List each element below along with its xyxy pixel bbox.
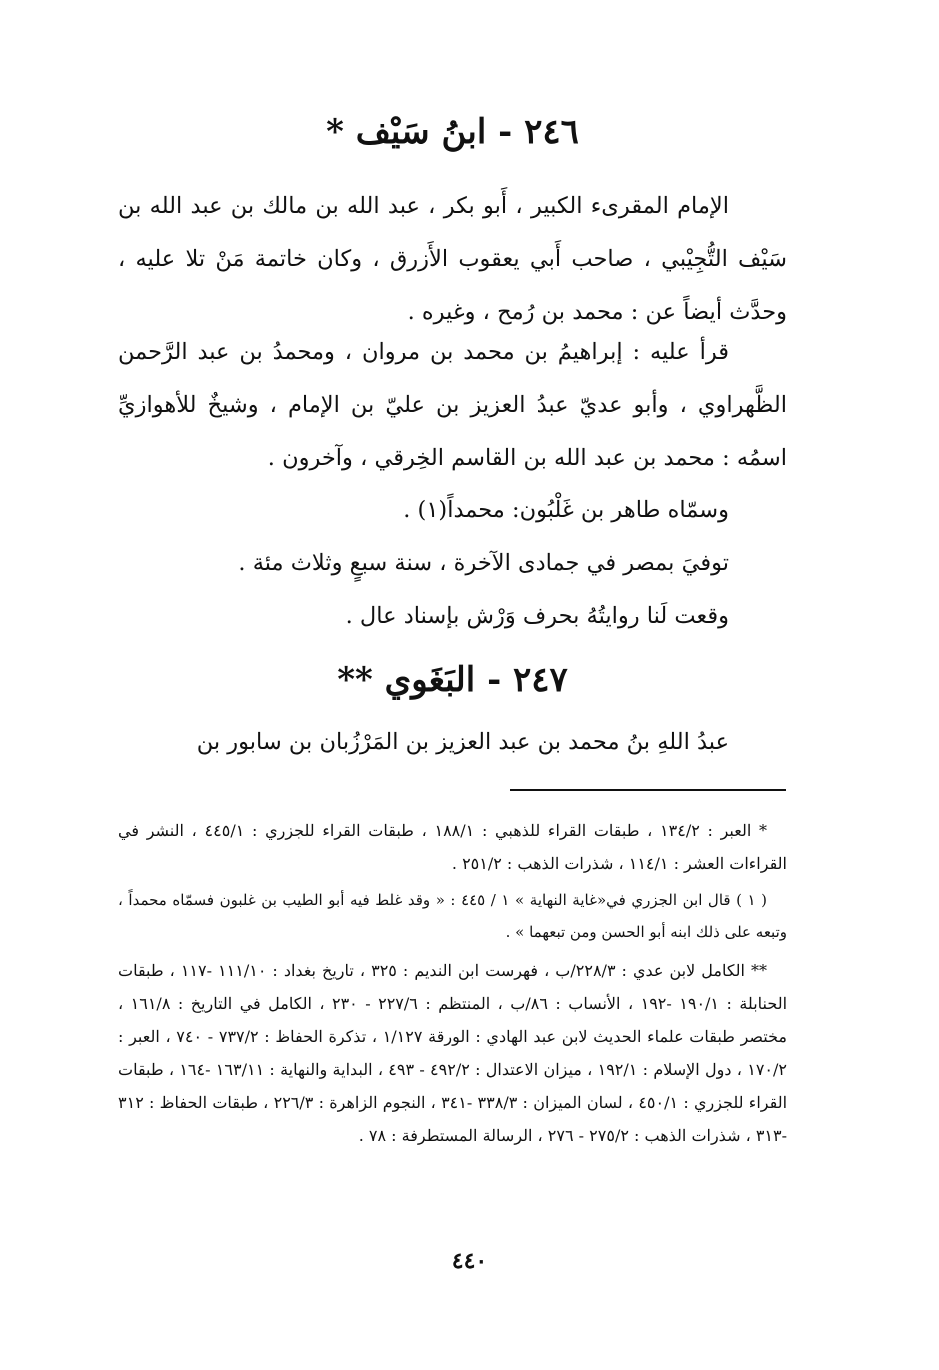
footnote-1: ( ١ ) قال ابن الجزري في«غاية النهاية » ١ / ٤٤٥ : « وقد غلط فيه أبو الطيب بن غلبون فسمّاه محمداً ، وتبعه على ذلك ابنه أبو الحسن ومن تبعهما » . (118, 891, 787, 941)
footnote-sources-246: * العبر : ١٣٤/٢ ، طبقات القراء للذهبي : ١٨٨/١ ، طبقات القراء للجزري : ٤٤٥/١ ، النشر في القراءات العشر : ١١٤/١ ، شذرات الذهب : ٢٥١/٢ . (118, 821, 787, 873)
paragraph-death-246: توفيَ بمصر في جمادى الآخرة ، سنة سبعٍ وثلاث مئة . (238, 550, 729, 576)
entry-title-247: ٢٤٧ - البَغَوي ** (337, 660, 568, 700)
paragraph-naming-246: وسمّاه طاهر بن غَلْبُون: محمداً(١) . (403, 497, 729, 523)
paragraph-intro-246: الإمام المقرىء الكبير ، أَبو بكر ، عبد الله بن مالك بن عبد الله بن سَيْف التُّجِيْبي ، صاحب أَبي يعقوب الأَزرق ، وكان خاتمة مَنْ تلا عليه ، وحدَّث أيضاً عن : محمد بن رُمح ، وغيره . (118, 193, 787, 325)
footnote-sources-247: ** الكامل لابن عدي : ٢٢٨/٣/ب ، فهرست ابن النديم : ٣٢٥ ، تاريخ بغداد : ١١١/١٠ -١١٧ ، طبقات الحنابلة : ١٩٠/١ -١٩٢ ، الأنساب : ٨٦/ب ، المنتظم : ٢٢٧/٦ - ٢٣٠ ، الكامل في التاريخ : ١٦١/٨ ، مختصر طبقات علماء الحديث لابن عبد الهادي : الورقة ١/١٢٧ ، تذكرة الحفاظ : ٧٣٧/٢ - ٧٤٠ ، العبر : ١٧٠/٢ ، دول الإسلام : ١٩٢/١ ، ميزان الاعتدال : ٤٩٢/٢ - ٤٩٣ ، البداية والنهاية : ١٦٣/١١ -١٦٤ ، طبقات القراء للجزري : ٤٥٠/١ ، لسان الميزان : ٣٣٨/٣ -٣٤١ ، النجوم الزاهرة : ٢٢٦/٣ ، طبقات الحفاظ : ٣١٢ -٣١٣ ، شذرات الذهب : ٢٧٥/٢ - ٢٧٦ ، الرسالة المستطرفة : ٧٨ . (118, 961, 788, 1145)
paragraph-students-246: قرأ عليه : إبراهيمُ بن محمد بن مروان ، ومحمدُ بن عبد الرَّحمن الظَّهراوي ، وأبو عديّ عبدُ العزيز بن عليّ بن الإمام ، وشيخٌ للأهوازيِّ اسمُه : محمد بن عبد الله بن القاسم الخِرقي ، وآخرون . (118, 339, 787, 471)
entry-title-246: ٢٤٦ - ابنُ سَيْف * (326, 112, 579, 152)
paragraph-intro-247: عبدُ اللهِ بنُ محمد بن عبد العزيز بن المَرْزُبان بن سابور بن (196, 729, 729, 755)
paragraph-narration-246: وقعت لَنا روايتُهُ بحرف وَرْش بإسناد عال . (345, 603, 729, 629)
page-number: ٤٤٠ (451, 1248, 488, 1274)
footnote-separator (510, 789, 786, 791)
